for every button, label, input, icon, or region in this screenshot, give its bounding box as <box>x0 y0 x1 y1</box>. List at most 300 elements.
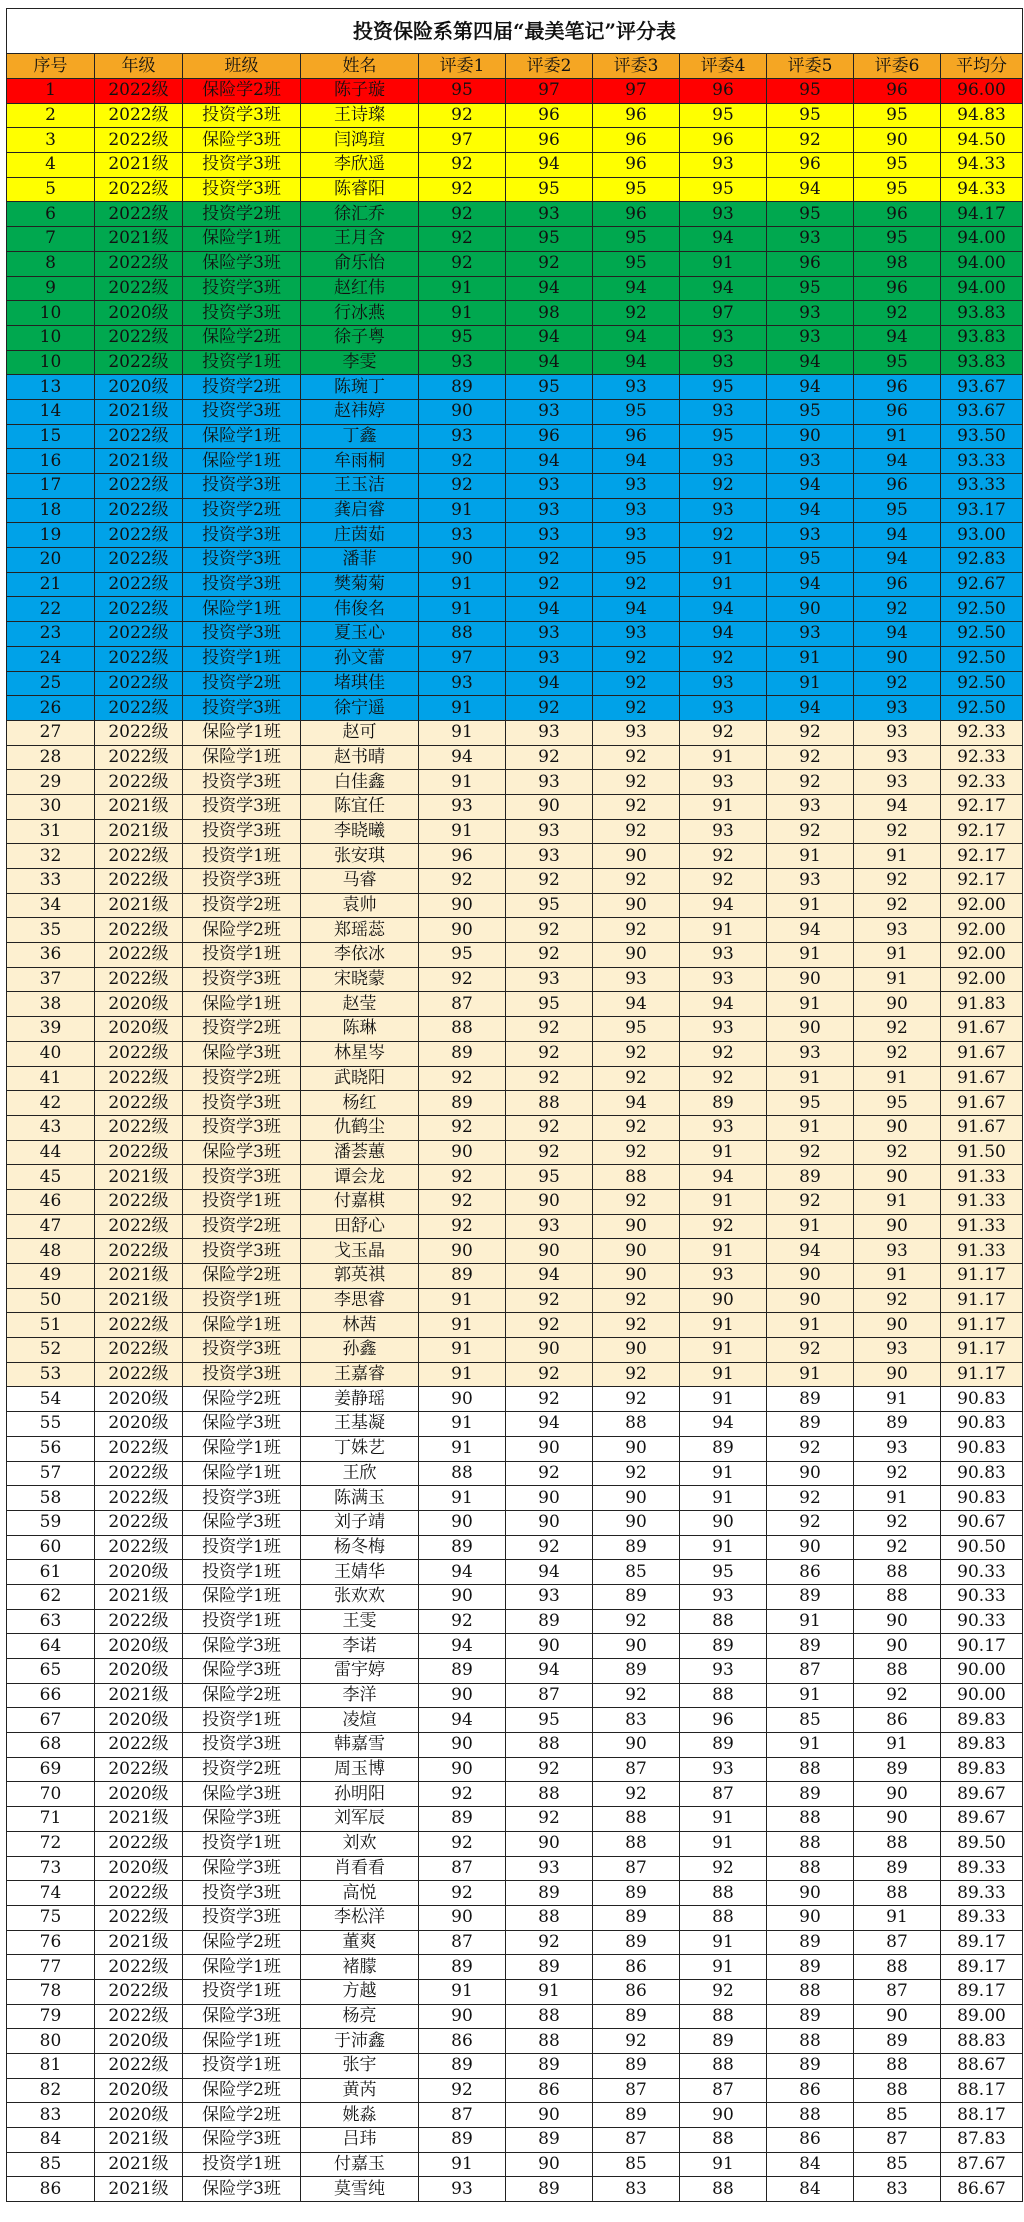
table-cell: 57 <box>7 1461 95 1486</box>
table-cell: 93 <box>680 1584 767 1609</box>
table-cell: 张欢欢 <box>301 1584 419 1609</box>
table-cell: 90 <box>593 1733 680 1758</box>
table-cell: 94 <box>419 745 506 770</box>
column-header: 评委5 <box>767 54 854 79</box>
table-cell: 2022级 <box>95 1881 183 1906</box>
table-cell: 96 <box>593 424 680 449</box>
table-cell: 89.67 <box>941 1807 1023 1832</box>
table-cell: 保险学3班 <box>183 1856 301 1881</box>
table-cell: 89 <box>419 375 506 400</box>
table-cell: 90 <box>506 1189 593 1214</box>
table-cell: 91 <box>767 992 854 1017</box>
column-header: 姓名 <box>301 54 419 79</box>
table-cell: 92 <box>680 720 767 745</box>
table-cell: 92.00 <box>941 893 1023 918</box>
table-cell: 90 <box>506 1831 593 1856</box>
table-cell: 戈玉晶 <box>301 1239 419 1264</box>
table-cell: 李依冰 <box>301 943 419 968</box>
table-cell: 88 <box>593 1807 680 1832</box>
table-cell: 投资学2班 <box>183 893 301 918</box>
table-cell: 88 <box>506 1733 593 1758</box>
table-row <box>7 251 1023 276</box>
table-cell: 82 <box>7 2078 95 2103</box>
table-row <box>7 301 1023 326</box>
table-cell: 90 <box>767 1905 854 1930</box>
table-cell: 投资学1班 <box>183 1288 301 1313</box>
table-cell: 91.67 <box>941 1115 1023 1140</box>
table-row <box>7 325 1023 350</box>
table-cell: 92 <box>680 1041 767 1066</box>
table-cell: 91 <box>767 1313 854 1338</box>
table-cell: 86 <box>767 1560 854 1585</box>
table-cell: 2020级 <box>95 2103 183 2128</box>
table-cell: 89 <box>419 1659 506 1684</box>
table-cell: 王诗璨 <box>301 103 419 128</box>
table-cell: 88 <box>680 2054 767 2079</box>
table-cell: 85 <box>767 1708 854 1733</box>
table-cell: 89 <box>854 2029 941 2054</box>
table-cell: 23 <box>7 622 95 647</box>
table-cell: 85 <box>854 2103 941 2128</box>
table-cell: 92 <box>593 301 680 326</box>
table-cell: 93 <box>680 943 767 968</box>
table-row <box>7 177 1023 202</box>
table-cell: 93.00 <box>941 523 1023 548</box>
table-cell: 92 <box>854 597 941 622</box>
table-cell: 投资学3班 <box>183 572 301 597</box>
table-cell: 89 <box>593 1535 680 1560</box>
table-cell: 投资学2班 <box>183 1214 301 1239</box>
table-cell: 投资学3班 <box>183 276 301 301</box>
table-cell: 2022级 <box>95 177 183 202</box>
table-cell: 95 <box>767 399 854 424</box>
table-row <box>7 1782 1023 1807</box>
table-cell: 91 <box>680 1189 767 1214</box>
table-cell: 92.00 <box>941 943 1023 968</box>
table-cell: 90 <box>854 1115 941 1140</box>
table-cell: 莫雪纯 <box>301 2177 419 2202</box>
table-cell: 88 <box>854 1560 941 1585</box>
table-cell: 投资学2班 <box>183 498 301 523</box>
table-cell: 88 <box>680 2004 767 2029</box>
table-cell: 95 <box>767 202 854 227</box>
table-cell: 89 <box>506 1881 593 1906</box>
table-cell: 90 <box>593 1338 680 1363</box>
table-cell: 92 <box>854 1288 941 1313</box>
table-cell: 2022级 <box>95 1905 183 1930</box>
table-cell: 92 <box>419 1881 506 1906</box>
table-cell: 保险学3班 <box>183 1412 301 1437</box>
table-cell: 97 <box>506 79 593 104</box>
table-cell: 2020级 <box>95 2029 183 2054</box>
sheet-title: 投资保险系第四届“最美笔记”评分表 <box>7 9 1023 54</box>
table-cell: 陈琬丁 <box>301 375 419 400</box>
table-cell: 91.17 <box>941 1264 1023 1289</box>
table-cell: 86 <box>854 1708 941 1733</box>
table-cell: 2022级 <box>95 1733 183 1758</box>
table-cell: 92 <box>419 1066 506 1091</box>
table-cell: 93 <box>854 1239 941 1264</box>
table-cell: 92 <box>593 819 680 844</box>
table-cell: 91.33 <box>941 1239 1023 1264</box>
table-cell: 92 <box>854 1510 941 1535</box>
table-cell: 90 <box>854 1313 941 1338</box>
table-cell: 孙鑫 <box>301 1338 419 1363</box>
table-cell: 2020级 <box>95 1634 183 1659</box>
table-cell: 91 <box>419 498 506 523</box>
table-cell: 92 <box>419 177 506 202</box>
table-cell: 李洋 <box>301 1683 419 1708</box>
table-cell: 投资学3班 <box>183 1091 301 1116</box>
table-row <box>7 2103 1023 2128</box>
table-cell: 92 <box>506 943 593 968</box>
table-cell: 59 <box>7 1510 95 1535</box>
table-cell: 34 <box>7 893 95 918</box>
table-cell: 保险学1班 <box>183 449 301 474</box>
table-row <box>7 844 1023 869</box>
table-cell: 刘欢 <box>301 1831 419 1856</box>
column-header: 平均分 <box>941 54 1023 79</box>
table-cell: 92 <box>767 1140 854 1165</box>
table-cell: 88 <box>593 1412 680 1437</box>
table-cell: 林星岑 <box>301 1041 419 1066</box>
table-cell: 96 <box>419 844 506 869</box>
table-cell: 89 <box>767 1387 854 1412</box>
table-cell: 92 <box>593 1288 680 1313</box>
table-cell: 陈子璇 <box>301 79 419 104</box>
table-cell: 62 <box>7 1584 95 1609</box>
table-cell: 2022级 <box>95 1979 183 2004</box>
table-cell: 95 <box>593 548 680 573</box>
table-cell: 92 <box>419 1165 506 1190</box>
table-cell: 43 <box>7 1115 95 1140</box>
table-cell: 2022级 <box>95 1214 183 1239</box>
table-cell: 91.17 <box>941 1288 1023 1313</box>
table-cell: 78 <box>7 1979 95 2004</box>
table-cell: 94 <box>854 622 941 647</box>
table-cell: 2 <box>7 103 95 128</box>
table-row <box>7 1831 1023 1856</box>
table-cell: 98 <box>506 301 593 326</box>
table-cell: 53 <box>7 1362 95 1387</box>
table-cell: 2022级 <box>95 622 183 647</box>
table-cell: 韩嘉雪 <box>301 1733 419 1758</box>
table-cell: 王婧华 <box>301 1560 419 1585</box>
table-cell: 87 <box>419 1930 506 1955</box>
table-cell: 94.17 <box>941 202 1023 227</box>
table-cell: 94.00 <box>941 276 1023 301</box>
table-cell: 88 <box>593 1831 680 1856</box>
table-cell: 92 <box>506 251 593 276</box>
table-cell: 91 <box>419 572 506 597</box>
table-cell: 63 <box>7 1609 95 1634</box>
table-cell: 89 <box>767 1412 854 1437</box>
table-cell: 87.83 <box>941 2128 1023 2153</box>
table-cell: 投资学3班 <box>183 103 301 128</box>
table-cell: 2020级 <box>95 992 183 1017</box>
table-cell: 94 <box>767 498 854 523</box>
table-cell: 投资学3班 <box>183 1905 301 1930</box>
table-cell: 保险学1班 <box>183 1955 301 1980</box>
table-cell: 88 <box>506 1091 593 1116</box>
table-row <box>7 2054 1023 2079</box>
table-row <box>7 2177 1023 2202</box>
table-cell: 92 <box>593 1066 680 1091</box>
table-cell: 91.67 <box>941 1091 1023 1116</box>
table-cell: 93 <box>680 202 767 227</box>
table-cell: 赵祎婷 <box>301 399 419 424</box>
table-row <box>7 1288 1023 1313</box>
table-cell: 93 <box>419 523 506 548</box>
table-cell: 89 <box>419 1535 506 1560</box>
table-cell: 98 <box>854 251 941 276</box>
table-cell: 94 <box>506 325 593 350</box>
table-cell: 88 <box>419 622 506 647</box>
table-cell: 94 <box>593 992 680 1017</box>
table-cell: 保险学3班 <box>183 1041 301 1066</box>
table-cell: 10 <box>7 301 95 326</box>
table-cell: 李松洋 <box>301 1905 419 1930</box>
table-cell: 93 <box>680 671 767 696</box>
table-cell: 徐宁遥 <box>301 696 419 721</box>
table-cell: 93 <box>680 325 767 350</box>
table-cell: 94 <box>593 597 680 622</box>
table-cell: 93 <box>593 622 680 647</box>
table-cell: 94 <box>854 523 941 548</box>
table-cell: 95 <box>593 227 680 252</box>
table-cell: 投资学2班 <box>183 671 301 696</box>
table-cell: 2022级 <box>95 745 183 770</box>
table-cell: 92 <box>506 869 593 894</box>
table-cell: 90 <box>419 893 506 918</box>
table-cell: 2022级 <box>95 869 183 894</box>
table-cell: 90 <box>593 1510 680 1535</box>
table-cell: 89.33 <box>941 1881 1023 1906</box>
table-cell: 91 <box>854 1066 941 1091</box>
table-cell: 89 <box>419 1091 506 1116</box>
table-cell: 40 <box>7 1041 95 1066</box>
table-cell: 88 <box>593 1165 680 1190</box>
table-row <box>7 893 1023 918</box>
table-cell: 65 <box>7 1659 95 1684</box>
table-row <box>7 918 1023 943</box>
table-cell: 保险学2班 <box>183 1264 301 1289</box>
table-cell: 投资学3班 <box>183 474 301 499</box>
table-cell: 13 <box>7 375 95 400</box>
table-cell: 95 <box>854 1091 941 1116</box>
table-cell: 94 <box>680 276 767 301</box>
table-cell: 2022级 <box>95 1436 183 1461</box>
table-cell: 61 <box>7 1560 95 1585</box>
table-row <box>7 671 1023 696</box>
table-cell: 保险学3班 <box>183 128 301 153</box>
table-cell: 96 <box>506 103 593 128</box>
table-cell: 92 <box>680 1066 767 1091</box>
table-cell: 90 <box>767 1535 854 1560</box>
table-cell: 88.17 <box>941 2103 1023 2128</box>
table-cell: 89 <box>419 2128 506 2153</box>
table-cell: 95 <box>767 1091 854 1116</box>
table-cell: 投资学1班 <box>183 350 301 375</box>
table-cell: 92.17 <box>941 844 1023 869</box>
table-cell: 95 <box>767 548 854 573</box>
table-cell: 95 <box>680 375 767 400</box>
table-cell: 90 <box>419 1905 506 1930</box>
table-cell: 2022级 <box>95 1115 183 1140</box>
table-cell: 2020级 <box>95 2078 183 2103</box>
table-row <box>7 1165 1023 1190</box>
table-cell: 保险学3班 <box>183 1807 301 1832</box>
table-cell: 投资学1班 <box>183 1535 301 1560</box>
table-cell: 95 <box>419 325 506 350</box>
table-cell: 伟俊名 <box>301 597 419 622</box>
table-cell: 91 <box>419 720 506 745</box>
table-cell: 谭会龙 <box>301 1165 419 1190</box>
table-cell: 94 <box>767 474 854 499</box>
table-cell: 90.83 <box>941 1412 1023 1437</box>
table-cell: 庄茵茹 <box>301 523 419 548</box>
table-cell: 92 <box>419 449 506 474</box>
table-cell: 88 <box>767 1979 854 2004</box>
table-cell: 92 <box>593 1461 680 1486</box>
table-cell: 91 <box>680 918 767 943</box>
table-cell: 92 <box>419 153 506 178</box>
table-cell: 90 <box>419 1683 506 1708</box>
table-cell: 91 <box>419 819 506 844</box>
table-cell: 28 <box>7 745 95 770</box>
table-cell: 2022级 <box>95 844 183 869</box>
table-cell: 89 <box>854 1856 941 1881</box>
table-cell: 93.83 <box>941 301 1023 326</box>
table-cell: 94.33 <box>941 177 1023 202</box>
table-cell: 93 <box>680 1659 767 1684</box>
table-cell: 董爽 <box>301 1930 419 1955</box>
table-cell: 93 <box>680 399 767 424</box>
table-cell: 投资学3班 <box>183 153 301 178</box>
table-cell: 92.50 <box>941 671 1023 696</box>
header-row <box>7 54 1023 79</box>
table-cell: 92 <box>506 1757 593 1782</box>
table-cell: 94 <box>506 1412 593 1437</box>
table-cell: 92 <box>419 103 506 128</box>
table-cell: 2022级 <box>95 720 183 745</box>
table-cell: 90.33 <box>941 1584 1023 1609</box>
table-cell: 26 <box>7 696 95 721</box>
table-cell: 91 <box>419 770 506 795</box>
table-cell: 张宇 <box>301 2054 419 2079</box>
table-cell: 89 <box>767 2004 854 2029</box>
table-cell: 47 <box>7 1214 95 1239</box>
table-cell: 18 <box>7 498 95 523</box>
table-cell: 92.83 <box>941 548 1023 573</box>
table-cell: 46 <box>7 1189 95 1214</box>
table-cell: 2022级 <box>95 325 183 350</box>
table-cell: 16 <box>7 449 95 474</box>
table-cell: 95 <box>506 992 593 1017</box>
column-header: 序号 <box>7 54 95 79</box>
table-cell: 90 <box>419 548 506 573</box>
table-cell: 91 <box>419 1338 506 1363</box>
table-cell: 36 <box>7 943 95 968</box>
table-row <box>7 103 1023 128</box>
table-cell: 88 <box>680 1609 767 1634</box>
table-cell: 2020级 <box>95 1782 183 1807</box>
table-cell: 90 <box>680 2103 767 2128</box>
table-row <box>7 1436 1023 1461</box>
table-cell: 93 <box>767 449 854 474</box>
table-cell: 2022级 <box>95 671 183 696</box>
table-cell: 97 <box>680 301 767 326</box>
table-cell: 2021级 <box>95 1264 183 1289</box>
table-cell: 91 <box>419 1313 506 1338</box>
table-cell: 91 <box>419 1979 506 2004</box>
table-cell: 93 <box>680 770 767 795</box>
table-cell: 90 <box>419 1733 506 1758</box>
table-row <box>7 745 1023 770</box>
table-cell: 90 <box>854 1634 941 1659</box>
table-row <box>7 1115 1023 1140</box>
table-cell: 91 <box>680 745 767 770</box>
table-cell: 92 <box>680 1979 767 2004</box>
table-cell: 95 <box>419 79 506 104</box>
table-cell: 93 <box>593 523 680 548</box>
table-cell: 投资学3班 <box>183 1881 301 1906</box>
table-cell: 88 <box>419 1017 506 1042</box>
table-cell: 41 <box>7 1066 95 1091</box>
table-cell: 94 <box>854 449 941 474</box>
table-cell: 93 <box>854 918 941 943</box>
table-cell: 93 <box>767 301 854 326</box>
table-cell: 93 <box>680 1264 767 1289</box>
table-cell: 龚启睿 <box>301 498 419 523</box>
table-cell: 91 <box>680 1831 767 1856</box>
table-cell: 2021级 <box>95 2152 183 2177</box>
table-row <box>7 424 1023 449</box>
table-cell: 88.83 <box>941 2029 1023 2054</box>
table-cell: 92 <box>767 745 854 770</box>
table-cell: 90.83 <box>941 1436 1023 1461</box>
table-cell: 2020级 <box>95 1708 183 1733</box>
table-cell: 投资学3班 <box>183 523 301 548</box>
table-cell: 93 <box>767 325 854 350</box>
table-cell: 付嘉棋 <box>301 1189 419 1214</box>
column-header: 班级 <box>183 54 301 79</box>
table-cell: 95 <box>506 893 593 918</box>
table-cell: 93.83 <box>941 350 1023 375</box>
table-cell: 58 <box>7 1486 95 1511</box>
table-row <box>7 1634 1023 1659</box>
table-cell: 2022级 <box>95 1338 183 1363</box>
table-cell: 93 <box>419 671 506 696</box>
table-cell: 91 <box>680 1461 767 1486</box>
table-cell: 92 <box>854 1683 941 1708</box>
table-cell: 93 <box>506 967 593 992</box>
table-row <box>7 2152 1023 2177</box>
table-cell: 91 <box>854 1905 941 1930</box>
table-row <box>7 597 1023 622</box>
table-cell: 71 <box>7 1807 95 1832</box>
table-cell: 96.00 <box>941 79 1023 104</box>
table-cell: 93 <box>506 202 593 227</box>
table-cell: 90 <box>506 1239 593 1264</box>
table-cell: 91 <box>680 1955 767 1980</box>
table-cell: 2022级 <box>95 251 183 276</box>
table-cell: 93.67 <box>941 375 1023 400</box>
table-row <box>7 1535 1023 1560</box>
table-cell: 2022级 <box>95 1461 183 1486</box>
table-cell: 93 <box>680 153 767 178</box>
table-cell: 48 <box>7 1239 95 1264</box>
